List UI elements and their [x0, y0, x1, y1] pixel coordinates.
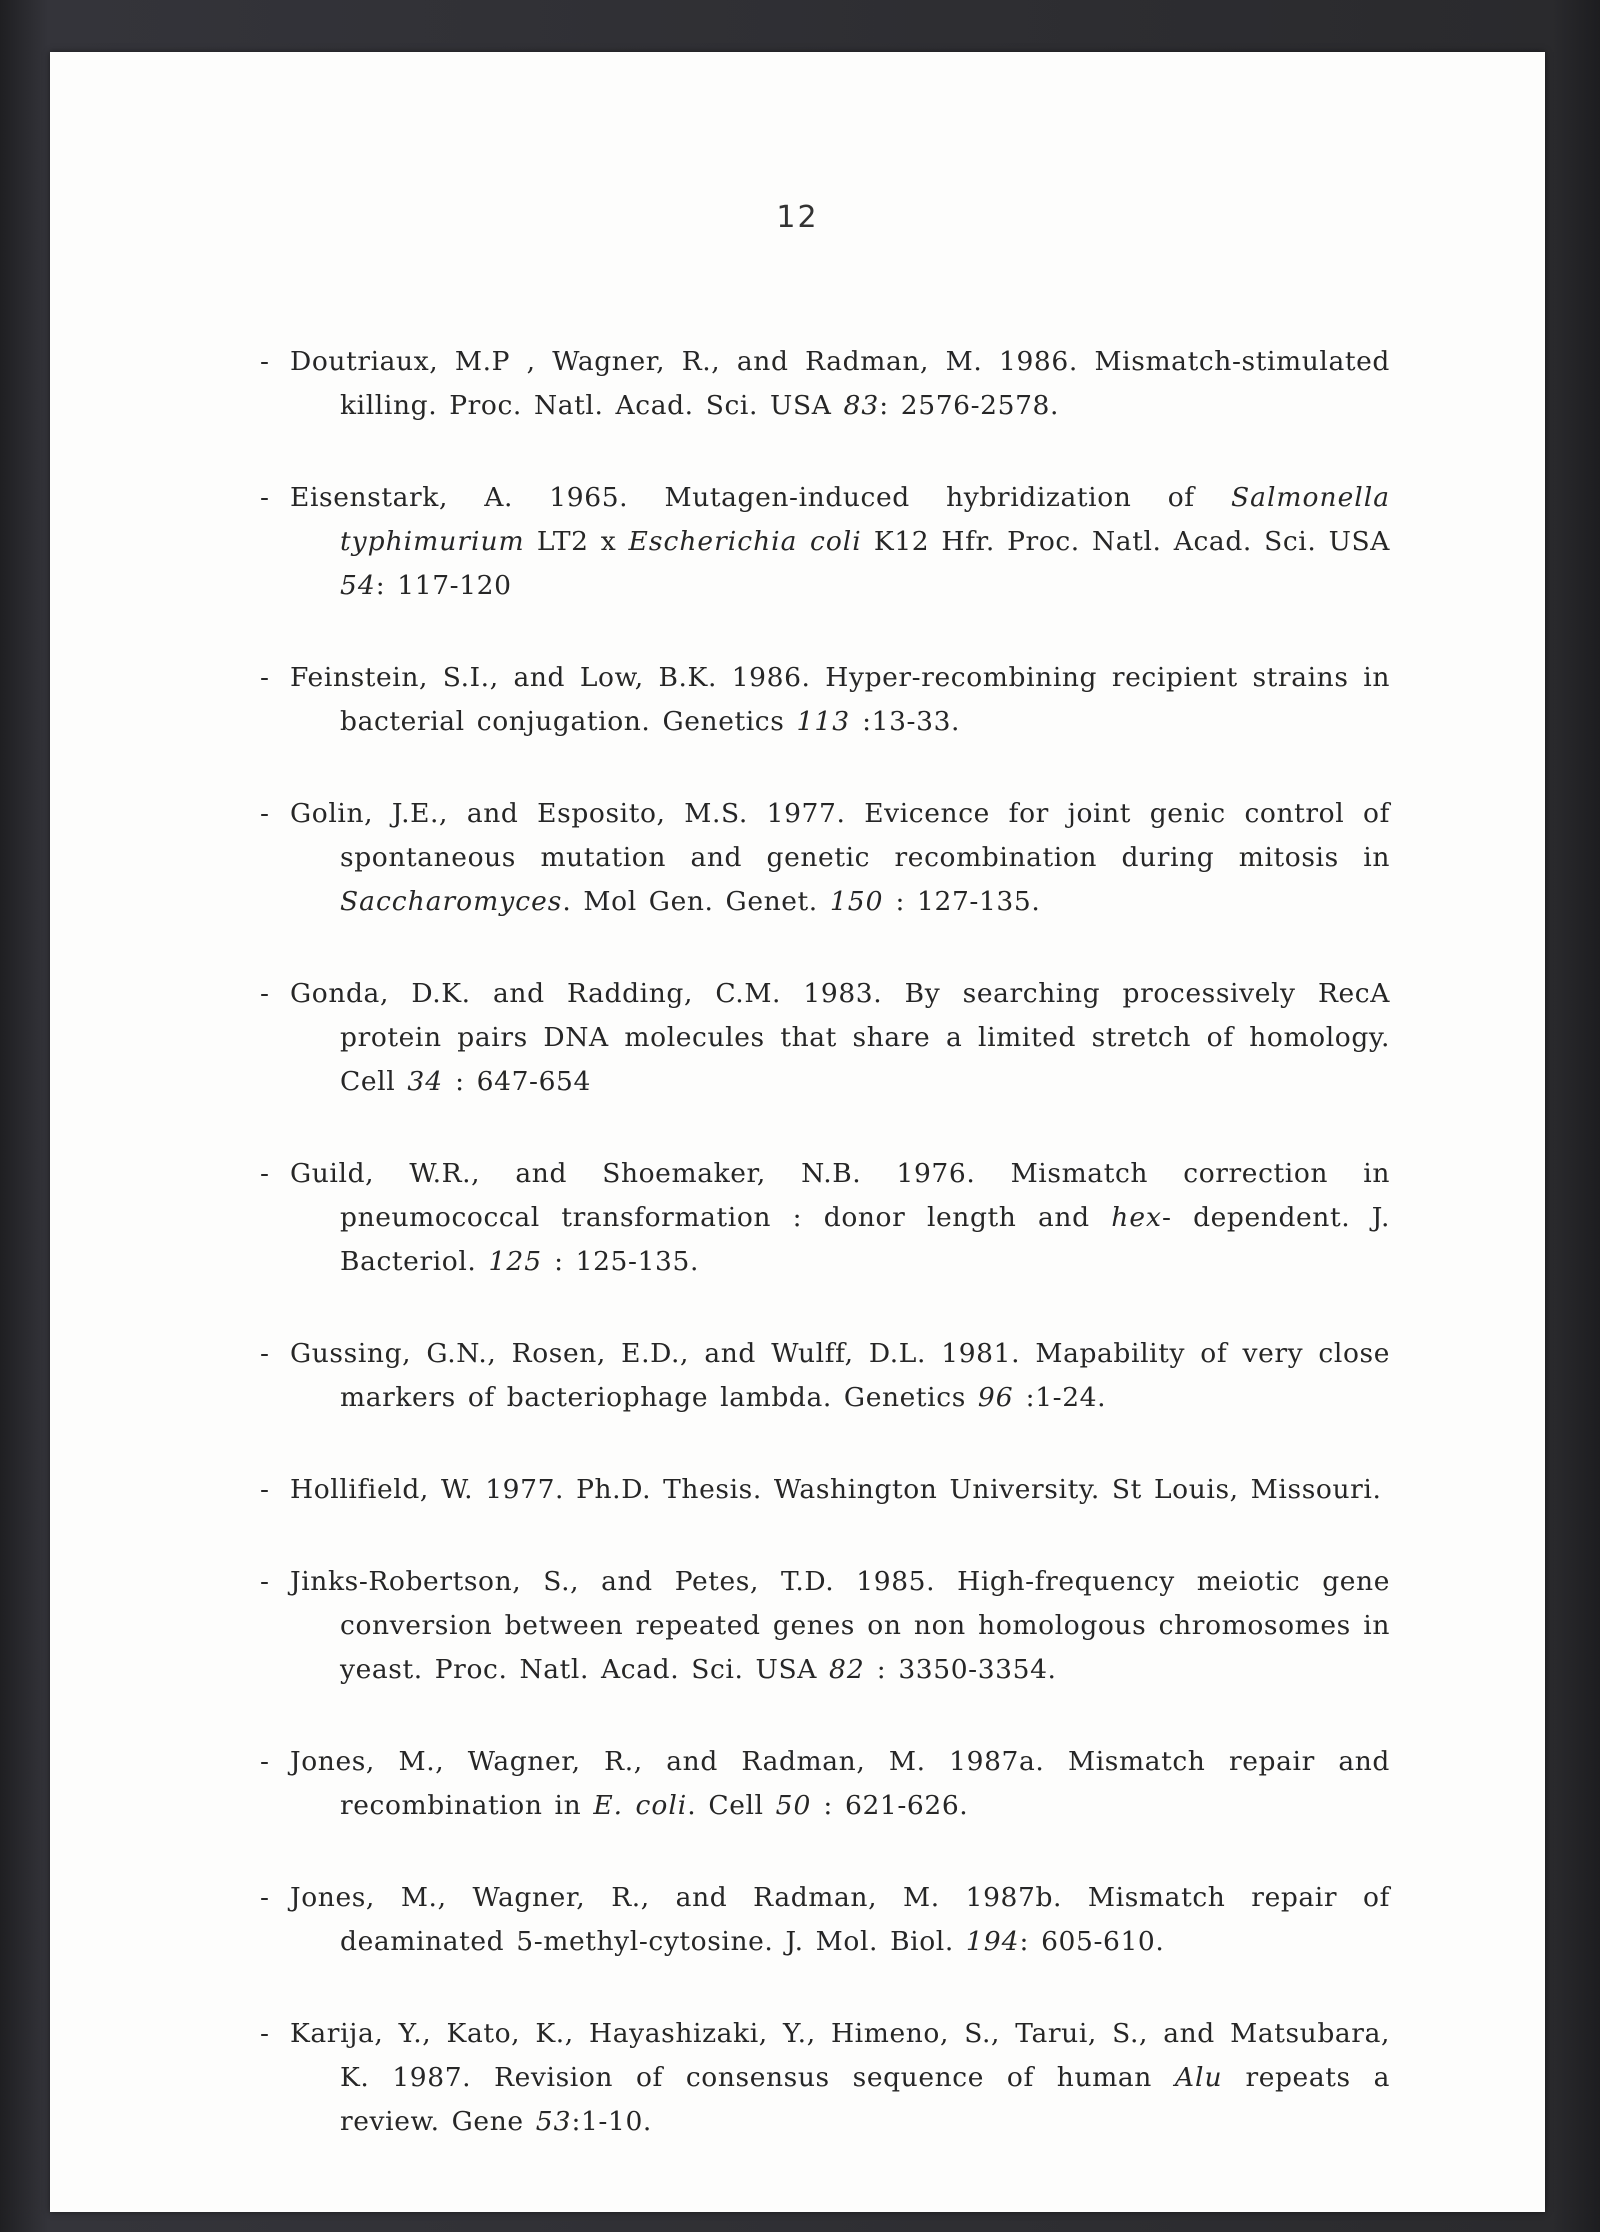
volume-number: 113 [796, 706, 851, 737]
reference-text: Doutriaux, M.P , Wagner, R., and Radman, M. 1986. Mismatch-stimulated killing. Proc. Natl. Acad. Sci. USA [290, 346, 1390, 421]
reference-text: Jones, M., Wagner, R., and Radman, M. 1987b. Mismatch repair of deaminated 5-methyl-cytosine. J. Mol. Biol. [290, 1882, 1390, 1957]
volume-number: 50 [775, 1790, 812, 1821]
reference-text: Hollifield, W. 1977. Ph.D. Thesis. Washington University. St Louis, Missouri. [290, 1474, 1382, 1505]
reference-text: Karija, Y., Kato, K., Hayashizaki, Y., Himeno, S., Tarui, S., and Matsubara, K. 1987. Revision of consensus sequence of human [290, 2018, 1390, 2093]
reference-text: Golin, J.E., and Esposito, M.S. 1977. Evicence for joint genic control of spontaneous mutation and genetic recombination during mitosis in [290, 798, 1390, 873]
volume-number: 54 [340, 570, 376, 601]
reference-text: Gussing, G.N., Rosen, E.D., and Wulff, D.L. 1981. Mapability of very close markers of bacteriophage lambda. Genetics [290, 1338, 1390, 1413]
reference-entry [260, 1468, 1390, 1512]
species-name: Saccharomyces [340, 886, 563, 917]
reference-pages: : 2576-2578. [879, 390, 1060, 421]
entry-dash: - [260, 1158, 270, 1189]
reference-pages: : 127-135. [883, 886, 1041, 917]
reference-text: Feinstein, S.I., and Low, B.K. 1986. Hyper-recombining recipient strains in bacterial conjugation. Genetics [290, 662, 1390, 737]
reference-list [260, 340, 1390, 2144]
volume-number: 150 [829, 886, 884, 917]
reference-pages: : 3350-3354. [864, 1654, 1057, 1685]
document-page [50, 52, 1545, 2212]
reference-text: repeats a review. Gene [340, 2062, 1390, 2137]
reference-entry [260, 792, 1390, 924]
reference-pages: : 117-120 [375, 570, 512, 601]
reference-text: Gonda, D.K. and Radding, C.M. 1983. By searching processively RecA protein pairs DNA molecules that share a limited stretch of homology. Cell [290, 978, 1390, 1097]
reference-entry [260, 1152, 1390, 1284]
reference-text: Jones, M., Wagner, R., and Radman, M. 1987a. Mismatch repair and recombination in [290, 1746, 1390, 1821]
species-name: E. coli [593, 1790, 688, 1821]
species-name: Salmonella typhimurium [340, 482, 1390, 557]
species-name: Escherichia coli [628, 526, 862, 557]
volume-number: 82 [829, 1654, 865, 1685]
volume-number: 83 [843, 390, 880, 421]
reference-entry [260, 340, 1390, 428]
volume-number: 53 [535, 2106, 572, 2137]
reference-entry [260, 1740, 1390, 1828]
entry-dash: - [260, 662, 270, 693]
reference-entry [260, 972, 1390, 1104]
volume-number: 194 [965, 1926, 1020, 1957]
volume-number: 125 [488, 1246, 543, 1277]
entry-dash: - [260, 482, 270, 513]
entry-dash: - [260, 1746, 270, 1777]
reference-pages: : 125-135. [542, 1246, 699, 1277]
reference-entry [260, 1560, 1390, 1692]
volume-number: 96 [977, 1382, 1014, 1413]
reference-pages: : 621-626. [811, 1790, 969, 1821]
reference-text: . Cell [687, 1790, 776, 1821]
reference-pages: :1-24. [1013, 1382, 1107, 1413]
entry-dash: - [260, 1338, 270, 1369]
entry-dash: - [260, 978, 270, 1009]
entry-dash: - [260, 798, 270, 829]
reference-pages: :1-10. [571, 2106, 652, 2137]
entry-dash: - [260, 2018, 270, 2049]
reference-entry [260, 2012, 1390, 2144]
volume-number: 34 [407, 1066, 444, 1097]
reference-text: Jinks-Robertson, S., and Petes, T.D. 1985. High-frequency meiotic gene conversion between repeated genes on non homologous chromosomes in yeast. Proc. Natl. Acad. Sci. USA [290, 1566, 1390, 1685]
entry-dash: - [260, 1566, 270, 1597]
entry-dash: - [260, 346, 270, 377]
reference-pages: : 647-654 [443, 1066, 591, 1097]
entry-dash: - [260, 1882, 270, 1913]
reference-entry [260, 656, 1390, 744]
reference-text: . Mol Gen. Genet. [562, 886, 830, 917]
reference-entry [260, 1332, 1390, 1420]
reference-text: Eisenstark, A. 1965. Mutagen-induced hybridization of [290, 482, 1231, 513]
reference-text: LT2 x [524, 526, 629, 557]
gene-name: hex [1111, 1202, 1162, 1233]
reference-text: - dependent. J. Bacteriol. [340, 1202, 1390, 1277]
reference-pages: :13-33. [850, 706, 961, 737]
reference-text: K12 Hfr. Proc. Natl. Acad. Sci. USA [861, 526, 1390, 557]
entry-dash: - [260, 1474, 270, 1505]
reference-pages: : 605-610. [1019, 1926, 1165, 1957]
page-number: 12 [776, 200, 819, 235]
reference-entry [260, 476, 1390, 608]
gene-name: Alu [1174, 2062, 1223, 2093]
reference-text: Guild, W.R., and Shoemaker, N.B. 1976. Mismatch correction in pneumococcal transformation : donor length and [290, 1158, 1390, 1233]
reference-entry [260, 1876, 1390, 1964]
